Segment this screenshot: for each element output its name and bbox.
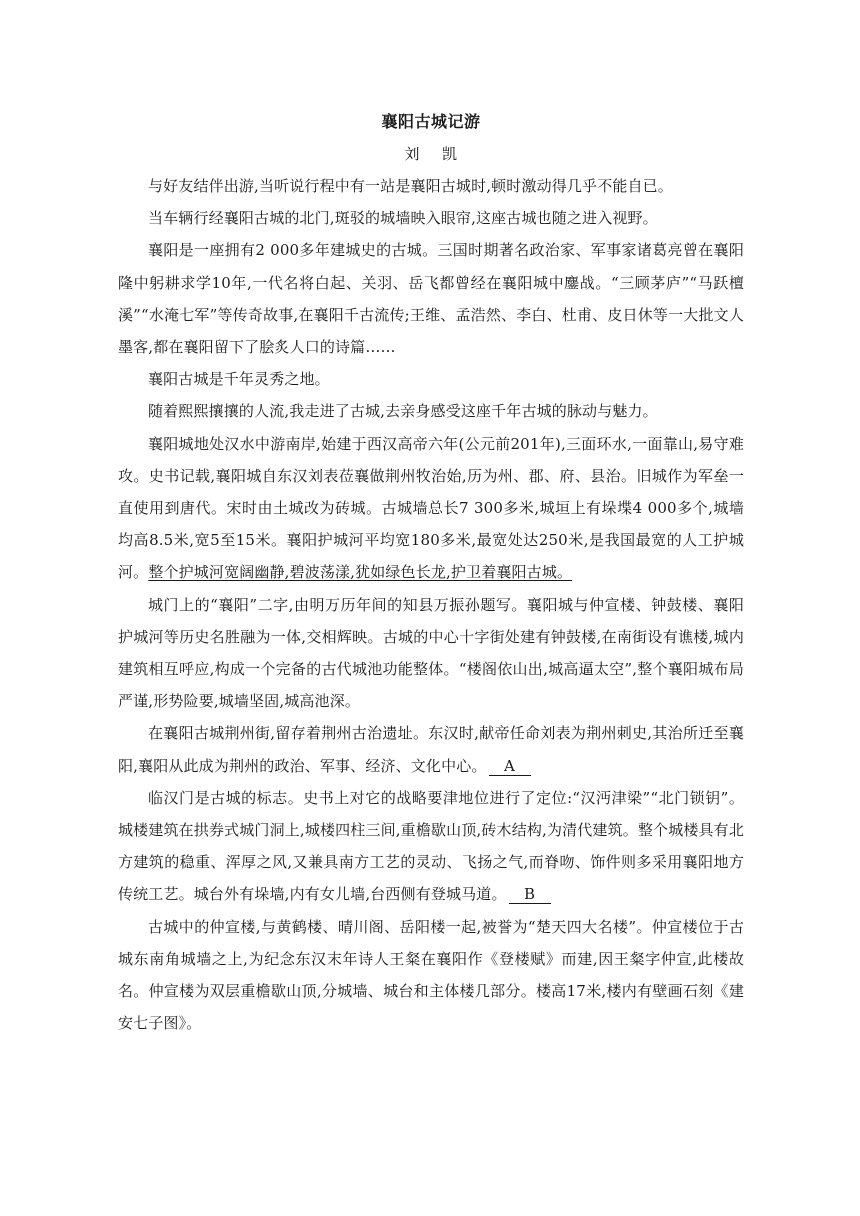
paragraph-text: 古城中的仲宣楼,与黄鹤楼、晴川阁、岳阳楼一起,被誉为“楚天四大名楼”。仲宣楼位于古城东南角城墙之上,为纪念东汉末年诗人王粲在襄阳作《登楼赋》而建,因王粲字仲宣,此楼故名。仲宣楼为双层重檐歇山顶,分城墙、城台和主体楼几部分。楼高17米,楼内有壁画石刻《建安七子图》。 <box>118 917 744 1033</box>
paragraph-10 <box>118 911 744 1040</box>
paragraph-text: 临汉门是古城的标志。史书上对它的战略要津地位进行了定位:“汉沔津梁”“北门锁钥”。城楼建筑在拱券式城门洞上,城楼四柱三间,重檐歇山顶,砖木结构,为清代建筑。整个城楼具有北方建筑的稳重、浑厚之风,又兼具南方工艺的灵动、飞扬之气,而脊吻、饰件则多采用襄阳地方传统工艺。城台外有垛墙,内有女儿墙,台西侧有登城马道。 <box>118 788 744 904</box>
author-line <box>118 138 744 170</box>
paragraph-5 <box>118 395 744 427</box>
paragraph-8 <box>118 717 744 781</box>
paragraph-9 <box>118 782 744 911</box>
paragraph-3 <box>118 234 744 363</box>
author-given-name: 凯 <box>442 145 458 163</box>
paragraph-text: 襄阳古城是千年灵秀之地。 <box>148 370 330 389</box>
paragraph-text: 随着熙熙攘攘的人流,我走进了古城,去亲身感受这座千年古城的脉动与魅力。 <box>148 402 658 421</box>
answer-blank-b: B <box>509 885 551 904</box>
paragraph-text: 襄阳是一座拥有2 000多年建城史的古城。三国时期著名政治家、军事家诸葛亮曾在襄阳隆中躬耕求学10年,一代名将白起、关羽、岳飞都曾经在襄阳城中鏖战。“三顾茅庐”“马跃檀溪”“水淹七军”等传奇故事,在襄阳千古流传;王维、孟浩然、李白、杜甫、皮日休等一大批文人墨客,都在襄阳留下了脍炙人口的诗篇…… <box>118 241 744 357</box>
paragraph-text: 与好友结伴出游,当听说行程中有一站是襄阳古城时,顿时激动得几乎不能自已。 <box>148 177 673 195</box>
article-title: 襄阳古城记游 <box>381 112 481 131</box>
author-surname: 刘 <box>404 145 420 163</box>
answer-blank-a: A <box>489 757 531 776</box>
paragraph-text: 襄阳城地处汉水中游南岸,始建于西汉高帝六年(公元前201年),三面环水,一面靠山,易守难攻。史书记载,襄阳城自东汉刘表莅襄做荆州牧治始,历为州、郡、府、县治。旧城作为军垒一直使用到唐代。宋时由土城改为砖城。古城墙总长7 300多米,城垣上有垛堞4 000多个,城墙均高8.5米,宽5至15米。襄阳护城河平均宽180多米,最宽处达250米,是我国最宽的人工护城河。 <box>118 434 744 582</box>
paragraph-text: 城门上的“襄阳”二字,由明万历年间的知县万振孙题写。襄阳城与仲宣楼、钟鼓楼、襄阳护城河等历史名胜融为一体,交相辉映。古城的中心十字街处建有钟鼓楼,在南街设有谯楼,城内建筑相互呼应,构成一个完备的古代城池功能整体。“楼阁依山出,城高逼太空”,整个襄阳城布局严谨,形势险要,城墙坚固,城高池深。 <box>118 595 744 711</box>
paragraph-6 <box>118 428 744 589</box>
paragraph-2 <box>118 202 744 234</box>
paragraph-text: 当车辆行经襄阳古城的北门,斑驳的城墙映入眼帘,这座古城也随之进入视野。 <box>148 209 658 228</box>
paragraph-1 <box>118 170 744 202</box>
paragraph-text: 在襄阳古城荆州街,留存着荆州古治遗址。东汉时,献帝任命刘表为荆州刺史,其治所迁至襄阳,襄阳从此成为荆州的政治、军事、经济、文化中心。 <box>118 724 744 775</box>
article <box>118 106 744 1039</box>
paragraph-7 <box>118 589 744 718</box>
paragraph-4 <box>118 363 744 395</box>
underlined-sentence: 整个护城河宽阔幽静,碧波荡漾,犹如绿色长龙,护卫着襄阳古城。 <box>148 563 573 582</box>
